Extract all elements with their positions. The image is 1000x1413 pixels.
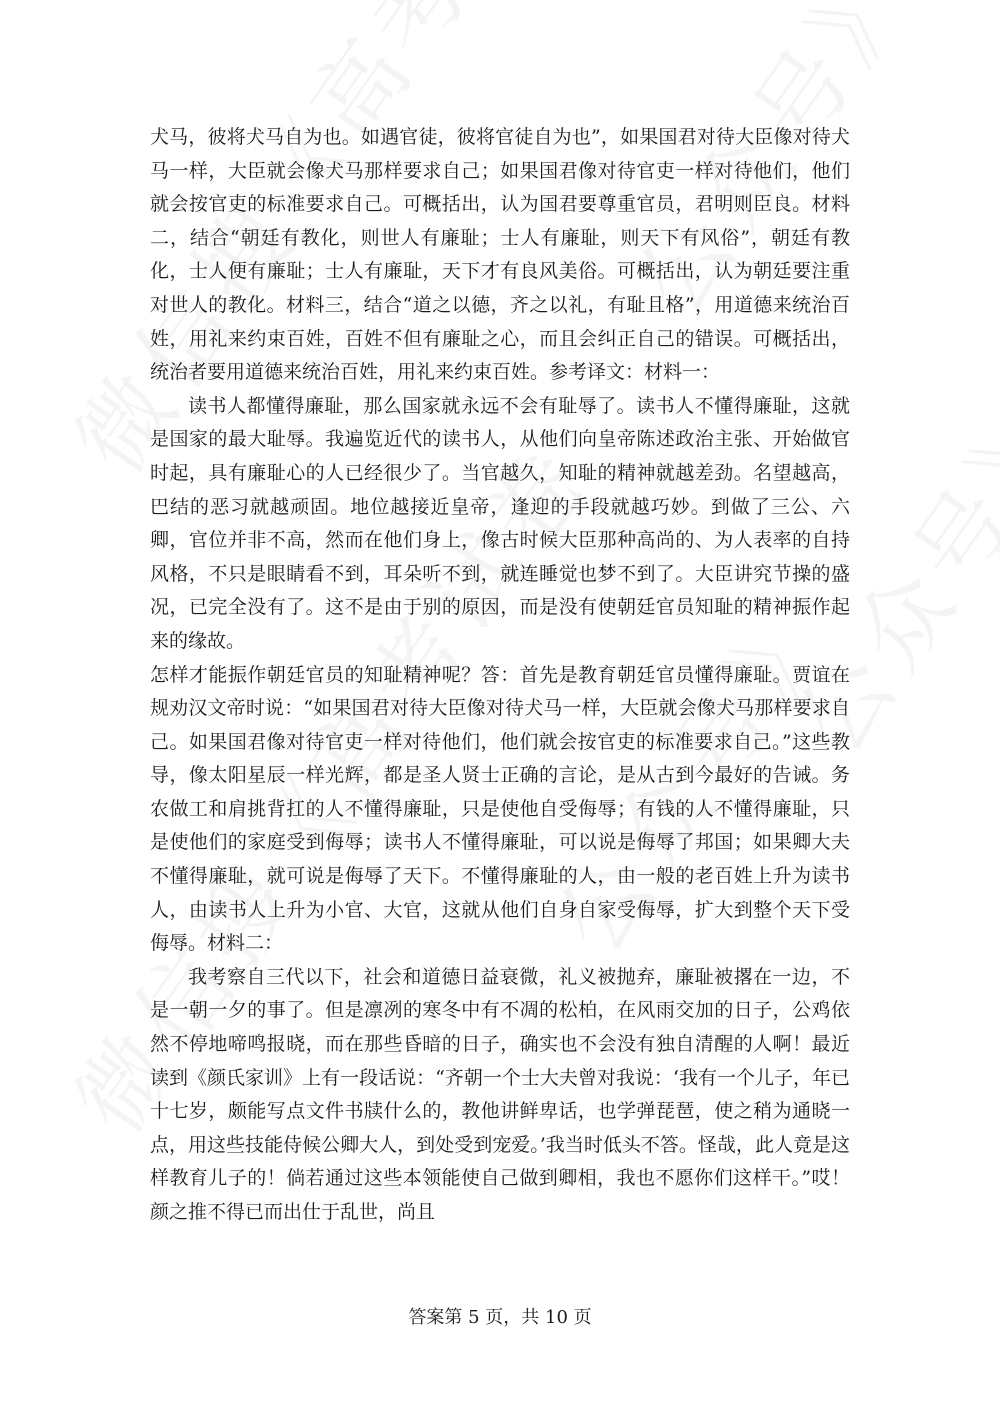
paragraph: 犬马，彼将犬马自为也。如遇官徒，彼将官徒自为也”，如果国君对待大臣像对待犬马一样，大臣就会像犬马那样要求自己；如果国君像对待官吏一样对待他们，他们就会按官吏的标准要求自己。可概括出，认为国君要尊重官员，君明则臣良。材料二，结合“朝廷有教化，则世人有廉耻；士人有廉耻，则天下有风俗”，朝廷有教化，士人便有廉耻；士人有廉耻，天下才有良风美俗。可概括出，认为朝廷要注重对世人的教化。材料三，结合“道之以德，齐之以礼，有耻且格”，用道德来统治百姓，用礼来约束百姓，百姓不但有廉耻之心，而且会纠正自己的错误。可概括出，统治者要用道德来统治百姓，用礼来约束百姓。参考译文：材料一： [150, 126, 850, 384]
document-body [150, 121, 850, 1230]
paragraph: 怎样才能振作朝廷官员的知耻精神呢？答：首先是教育朝廷官员懂得廉耻。贾谊在规劝汉文帝时说：“如果国君对待大臣像对待犬马一样，大臣就会像犬马那样要求自己。如果国君像对待官吏一样对待他们，他们就会按官吏的标准要求自己。”这些教导，像太阳星辰一样光辉，都是圣人贤士正确的言论，是从古到今最好的告诫。务农做工和肩挑背扛的人不懂得廉耻，只是使他自受侮辱；有钱的人不懂得廉耻，只是使他们的家庭受到侮辱；读书人不懂得廉耻，可以说是侮辱了邦国；如果卿大夫不懂得廉耻，就可说是侮辱了天下。不懂得廉耻的人，由一般的老百姓上升为读书人，由读书人上升为小官、大官，这就从他们自身自家受侮辱，扩大到整个天下受侮辱。材料二： [150, 663, 850, 955]
paragraph: 我考察自三代以下，社会和道德日益衰微，礼义被抛弃，廉耻被撂在一边，不是一朝一夕的事了。但是凛冽的寒冬中有不凋的松柏，在风雨交加的日子，公鸡依然不停地啼鸣报晓，而在那些昏暗的日子，确实也不会没有独自清醒的人啊！最近读到《颜氏家训》上有一段话说：“齐朝一个士大夫曾对我说：‘我有一个儿子，年已十七岁，颇能写点文件书牍什么的，教他讲鲜卑话，也学弹琵琶，使之稍为通晓一点，用这些技能侍候公卿大人，到处受到宠爱。’我当时低头不答。怪哉，此人竟是这样教育儿子的！倘若通过这些本领能使自己做到卿相，我也不愿你们这样干。”哎！颜之推不得已而出仕于乱世，尚且 [150, 965, 850, 1223]
paragraph: 读书人都懂得廉耻，那么国家就永远不会有耻辱了。读书人不懂得廉耻，这就是国家的最大耻辱。我遍览近代的读书人，从他们向皇帝陈述政治主张、开始做官时起，具有廉耻心的人已经很少了。当官越久，知耻的精神就越差劲。名望越高，巴结的恶习就越顽固。地位越接近皇帝，逢迎的手段就越巧妙。到做了三公、六卿，官位并非不高，然而在他们身上，像古时候大臣那种高尚的、为人表率的自持风格，不只是眼睛看不到，耳朵听不到，就连睡觉也梦不到了。大臣讲究节操的盛况，已完全没有了。这不是由于别的原因，而是没有使朝廷官员知耻的精神振作起来的缘故。 [150, 394, 850, 652]
page-footer: 答案第 5 页，共 10 页 [408, 1307, 592, 1328]
